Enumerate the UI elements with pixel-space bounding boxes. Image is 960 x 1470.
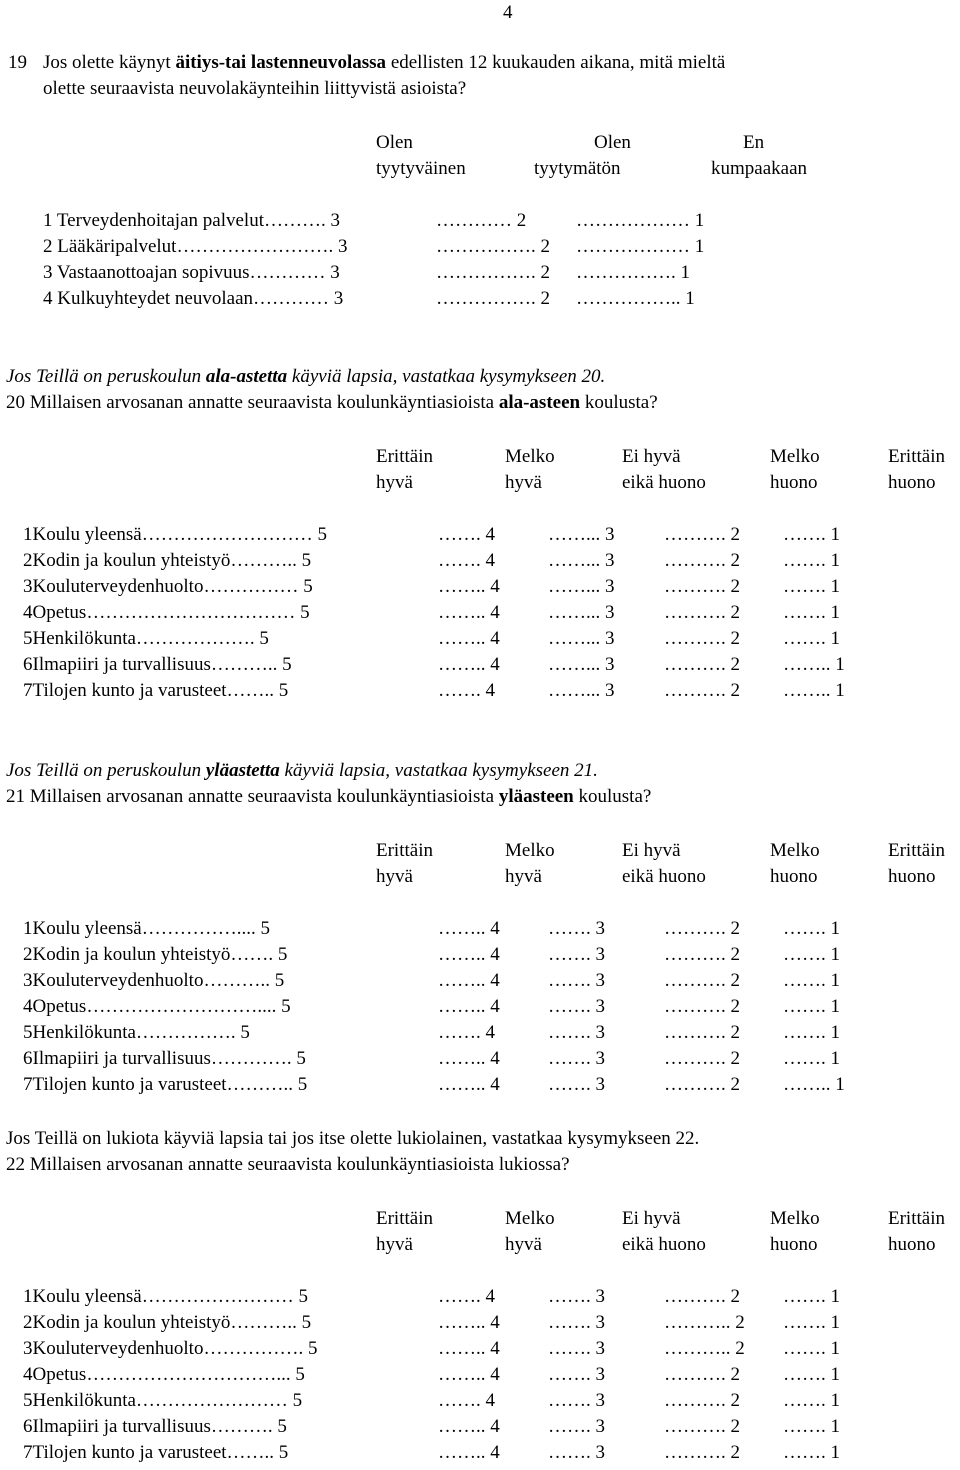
q21-row-c2: …….. 4 [438,918,500,939]
q21-row-c4: ………. 2 [664,1048,740,1069]
q22-row-c2: …….. 4 [438,1442,500,1463]
q20-row-c3: ……... 3 [548,628,615,649]
q20-row-c5: ……. 1 [783,524,840,545]
q21-row-c5: ……. 1 [783,1022,840,1043]
q22-row-label: 7Tilojen kunto ja varusteet…….. 5 [23,1442,289,1463]
q22-row-c5: ……. 1 [783,1364,840,1385]
q20-header-4-line1: Melko [770,446,820,467]
q22-row-c4: ………. 2 [664,1364,740,1385]
q22-intro: Jos Teillä on lukiota käyviä lapsia tai jos itse olette lukiolainen, vastatkaa kysymykseen 22. [6,1128,700,1149]
q20-intro: Jos Teillä on peruskoulun ala-astetta käyviä lapsia, vastatkaa kysymykseen 20. [6,366,606,387]
q22-row-c3: ……. 3 [548,1390,605,1411]
q22-row-c2: …….. 4 [438,1312,500,1333]
q20-row-label: 2Kodin ja koulun yhteistyö……….. 5 [23,550,312,571]
q20-row-c3: ……... 3 [548,680,615,701]
q22-row-c5: ……. 1 [783,1312,840,1333]
q22-row-c3: ……. 3 [548,1338,605,1359]
q20-row-label: 3Kouluterveydenhuolto…………… 5 [23,576,313,597]
q22-row-c4: ………. 2 [664,1390,740,1411]
q19-row-c3: ……………… 1 [576,210,705,231]
q22-row-c2: …….. 4 [438,1416,500,1437]
q20-row-c3: ……... 3 [548,654,615,675]
q20-question: 20 Millaisen arvosanan annatte seuraavista koulunkäyntiasioista ala-asteen koulusta? [6,392,658,413]
q21-header-4-line1: Melko [770,840,820,861]
q22-header-5-line1: Erittäin [888,1208,945,1229]
q19-row-c2: ………… 2 [436,210,527,231]
q21-intro: Jos Teillä on peruskoulun yläastetta käyviä lapsia, vastatkaa kysymykseen 21. [6,760,598,781]
q22-row-c4: ………. 2 [664,1286,740,1307]
q21-header-2-line1: Melko [505,840,555,861]
q22-row-c4: ……….. 2 [664,1338,745,1359]
q21-row-c4: ………. 2 [664,996,740,1017]
q21-row-c2: ……. 4 [438,1022,495,1043]
q22-header-4-line1: Melko [770,1208,820,1229]
q22-row-label: 4Opetus…………………………... 5 [23,1364,305,1385]
q22-row-c5: ……. 1 [783,1442,840,1463]
q21-row-c4: ………. 2 [664,918,740,939]
q19-row-label: 1 Terveydenhoitajan palvelut………. 3 [43,210,340,231]
q20-header-3-line2: eikä huono [622,472,706,493]
q20-row-c3: ……... 3 [548,602,615,623]
q20-row-c4: ………. 2 [664,576,740,597]
q20-header-1-line2: hyvä [376,472,413,493]
q22-header-1-line2: hyvä [376,1234,413,1255]
q22-row-c2: …….. 4 [438,1338,500,1359]
q22-header-2-line2: hyvä [505,1234,542,1255]
q21-header-5-line1: Erittäin [888,840,945,861]
q20-row-c2: …….. 4 [438,576,500,597]
q22-header-1-line1: Erittäin [376,1208,433,1229]
q21-row-label: 2Kodin ja koulun yhteistyö……. 5 [23,944,288,965]
page-number: 4 [503,2,513,23]
q21-row-c5: ……. 1 [783,944,840,965]
q20-row-c5: ……. 1 [783,602,840,623]
q21-row-c4: ………. 2 [664,1022,740,1043]
q20-row-c2: ……. 4 [438,524,495,545]
q20-header-3-line1: Ei hyvä [622,446,681,467]
q22-header-4-line2: huono [770,1234,818,1255]
q21-row-label: 1Koulu yleensä…………….... 5 [23,918,270,939]
q20-row-c2: …….. 4 [438,654,500,675]
q20-header-2-line1: Melko [505,446,555,467]
q21-row-c2: …….. 4 [438,944,500,965]
q19-question-line1: Jos olette käynyt äitiys-tai lastenneuvolassa edellisten 12 kuukauden aikana, mitä mieltä [43,52,726,73]
q20-row-label: 5Henkilökunta………………. 5 [23,628,269,649]
q21-row-c5: ……. 1 [783,996,840,1017]
q20-row-label: 7Tilojen kunto ja varusteet…….. 5 [23,680,289,701]
q22-row-c2: ……. 4 [438,1390,495,1411]
q22-row-label: 2Kodin ja koulun yhteistyö……….. 5 [23,1312,312,1333]
q21-row-c4: ………. 2 [664,1074,740,1095]
q19-header-2-line1: Olen [594,132,631,153]
q20-header-5-line1: Erittäin [888,446,945,467]
q21-row-c2: …….. 4 [438,1048,500,1069]
q21-row-c2: …….. 4 [438,1074,500,1095]
q20-header-5-line2: huono [888,472,936,493]
q20-row-c5: ……. 1 [783,628,840,649]
q22-row-c2: …….. 4 [438,1364,500,1385]
q19-row-c2: ……………. 2 [436,262,550,283]
q19-question-line2: olette seuraavista neuvolakäynteihin liittyvistä asioista? [43,78,467,99]
q22-row-label: 6Ilmapiiri ja turvallisuus………. 5 [23,1416,287,1437]
q22-row-c3: ……. 3 [548,1364,605,1385]
q21-header-4-line2: huono [770,866,818,887]
q21-header-5-line2: huono [888,866,936,887]
q22-row-label: 1Koulu yleensä…………………… 5 [23,1286,308,1307]
q21-row-label: 6Ilmapiiri ja turvallisuus…………. 5 [23,1048,306,1069]
q22-row-label: 5Henkilökunta…………………… 5 [23,1390,303,1411]
q20-row-c5: …….. 1 [783,654,845,675]
q21-row-c3: ……. 3 [548,970,605,991]
q21-row-c5: ……. 1 [783,918,840,939]
q21-header-3-line1: Ei hyvä [622,840,681,861]
q21-row-label: 7Tilojen kunto ja varusteet……….. 5 [23,1074,308,1095]
q19-row-c3: ……………… 1 [576,236,705,257]
q21-row-label: 3Kouluterveydenhuolto……….. 5 [23,970,285,991]
q19-row-label: 3 Vastaanottoajan sopivuus………… 3 [43,262,340,283]
q20-row-c2: ……. 4 [438,550,495,571]
q19-header-1-line1: Olen [376,132,413,153]
q21-row-c3: ……. 3 [548,1022,605,1043]
q22-header-2-line1: Melko [505,1208,555,1229]
q22-header-3-line2: eikä huono [622,1234,706,1255]
q20-row-c3: ……... 3 [548,550,615,571]
q22-row-c4: ………. 2 [664,1416,740,1437]
q21-header-2-line2: hyvä [505,866,542,887]
q22-row-c3: ……. 3 [548,1312,605,1333]
q19-header-2-line2: tyytymätön [534,158,621,179]
q20-row-c4: ………. 2 [664,550,740,571]
q20-row-label: 4Opetus…………………………… 5 [23,602,310,623]
q21-row-c3: ……. 3 [548,944,605,965]
q21-row-c2: …….. 4 [438,970,500,991]
q20-row-c4: ………. 2 [664,654,740,675]
q20-row-c4: ………. 2 [664,628,740,649]
q21-row-c5: ……. 1 [783,970,840,991]
q21-header-3-line2: eikä huono [622,866,706,887]
q22-row-c5: ……. 1 [783,1338,840,1359]
q21-row-c5: ……. 1 [783,1048,840,1069]
q22-row-label: 3Kouluterveydenhuolto……………. 5 [23,1338,318,1359]
q22-question: 22 Millaisen arvosanan annatte seuraavista koulunkäyntiasioista lukiossa? [6,1154,570,1175]
q20-row-c4: ………. 2 [664,602,740,623]
q20-row-c2: …….. 4 [438,602,500,623]
q20-row-c5: …….. 1 [783,680,845,701]
q21-row-c4: ………. 2 [664,970,740,991]
q22-row-c5: ……. 1 [783,1286,840,1307]
q20-row-c3: ……... 3 [548,524,615,545]
q21-row-c5: …….. 1 [783,1074,845,1095]
q20-row-c4: ………. 2 [664,524,740,545]
q19-row-c2: ……………. 2 [436,288,550,309]
q22-row-c4: ……….. 2 [664,1312,745,1333]
q22-row-c3: ……. 3 [548,1416,605,1437]
q19-number: 19 [8,52,27,73]
q19-row-c3: ……………. 1 [576,262,690,283]
q21-header-1-line1: Erittäin [376,840,433,861]
q20-row-c3: ……... 3 [548,576,615,597]
q19-row-label: 2 Lääkäripalvelut……………………. 3 [43,236,348,257]
q21-row-label: 4Opetus……………………….... 5 [23,996,291,1017]
q21-row-c3: ……. 3 [548,996,605,1017]
q19-row-label: 4 Kulkuyhteydet neuvolaan………… 3 [43,288,344,309]
q22-row-c2: ……. 4 [438,1286,495,1307]
q21-row-label: 5Henkilökunta……………. 5 [23,1022,250,1043]
q20-row-c5: ……. 1 [783,550,840,571]
q22-header-3-line1: Ei hyvä [622,1208,681,1229]
q21-row-c2: …….. 4 [438,996,500,1017]
q22-header-5-line2: huono [888,1234,936,1255]
q21-row-c3: ……. 3 [548,1074,605,1095]
q22-row-c5: ……. 1 [783,1416,840,1437]
q22-row-c3: ……. 3 [548,1442,605,1463]
q21-question: 21 Millaisen arvosanan annatte seuraavista koulunkäyntiasioista yläasteen koulusta? [6,786,652,807]
q22-row-c3: ……. 3 [548,1286,605,1307]
q21-row-c3: ……. 3 [548,1048,605,1069]
q19-header-1-line2: tyytyväinen [376,158,466,179]
q20-header-4-line2: huono [770,472,818,493]
q20-row-label: 6Ilmapiiri ja turvallisuus……….. 5 [23,654,292,675]
q19-header-3-line2: kumpaakaan [711,158,808,179]
q20-header-2-line2: hyvä [505,472,542,493]
q21-header-1-line2: hyvä [376,866,413,887]
q22-row-c5: ……. 1 [783,1390,840,1411]
q19-row-c2: ……………. 2 [436,236,550,257]
q20-row-c2: ……. 4 [438,680,495,701]
q21-row-c3: ……. 3 [548,918,605,939]
q21-row-c4: ………. 2 [664,944,740,965]
q20-row-c4: ………. 2 [664,680,740,701]
q20-header-1-line1: Erittäin [376,446,433,467]
q20-row-c2: …….. 4 [438,628,500,649]
q19-row-c3: …………….. 1 [576,288,695,309]
q20-row-c5: ……. 1 [783,576,840,597]
q20-row-label: 1Koulu yleensä……………………… 5 [23,524,327,545]
q22-row-c4: ………. 2 [664,1442,740,1463]
q19-header-3-line1: En [743,132,765,153]
